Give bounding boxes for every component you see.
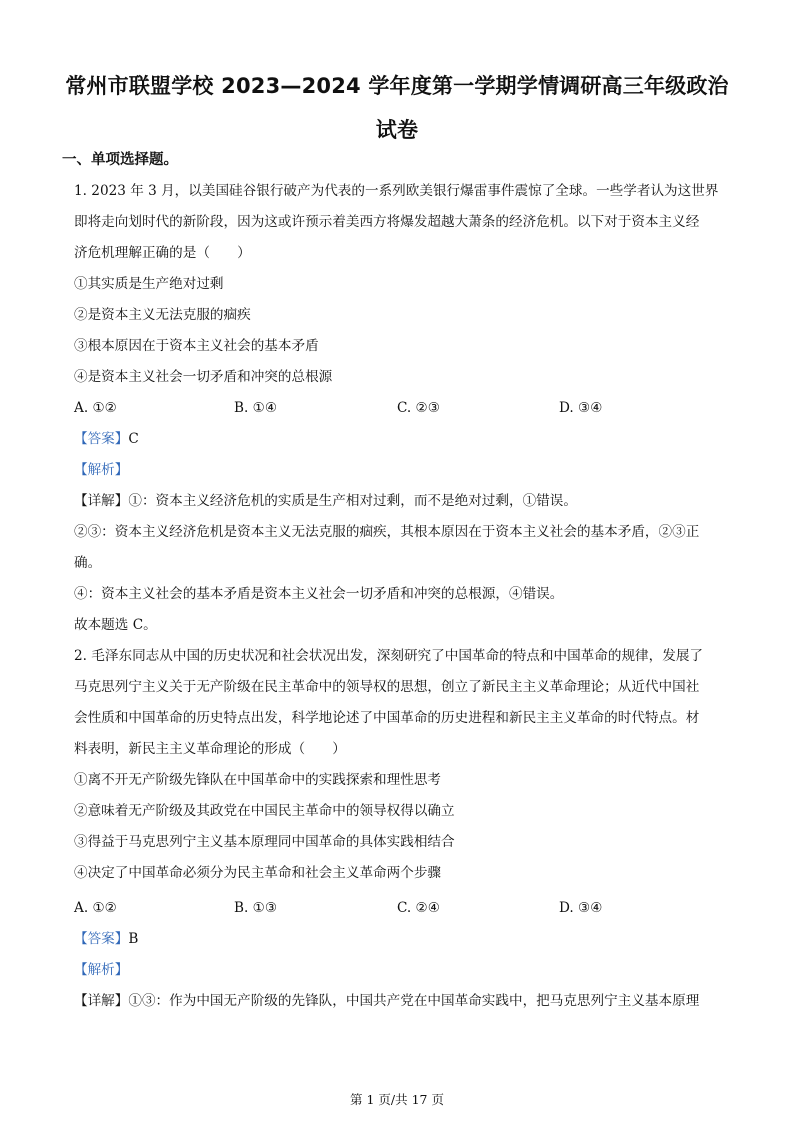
q1-option-b: B. ①④ [234, 400, 278, 416]
q1-detail-line-2: ②③：资本主义经济危机是资本主义无法克服的痼疾，其根本原因在于资本主义社会的基本矛盾，②③正 [74, 524, 700, 540]
q1-answer-tag: 【答案】 [74, 431, 129, 447]
q1-detail-text-1: ①：资本主义经济危机的实质是生产相对过剩，而不是绝对过剩，①错误。 [128, 493, 577, 509]
q2-stem-line-4: 料表明，新民主主义革命理论的形成（ ） [74, 741, 346, 757]
q1-option-d: D. ③④ [559, 400, 603, 416]
q2-option-d: D. ③④ [559, 900, 603, 916]
q1-option-a: A. ①② [74, 400, 117, 416]
q2-detail-tag: 【详解】 [74, 993, 129, 1009]
q1-detail-line-3: 确。 [74, 555, 102, 571]
q1-stem-line-1: 1. 2023 年 3 月，以美国硅谷银行破产为代表的一系列欧美银行爆雷事件震惊了全球。一些学者认为这世界 [74, 183, 719, 199]
q2-stem-line-3: 会性质和中国革命的历史特点出发，科学地论述了中国革命的历史进程和新民主主义革命的时代特点。材 [74, 710, 700, 726]
q1-answer-value: C [128, 431, 139, 447]
section-heading: 一、单项选择题。 [62, 152, 178, 168]
q1-item-1: ①其实质是生产绝对过剩 [74, 276, 224, 292]
q1-item-2: ②是资本主义无法克服的痼疾 [74, 307, 251, 323]
q1-option-c: C. ②③ [397, 400, 440, 416]
q1-detail-line-1 [74, 491, 577, 511]
q1-detail-line-5: 故本题选 C。 [74, 617, 157, 633]
q2-stem-line-1: 2. 毛泽东同志从中国的历史状况和社会状况出发，深刻研究了中国革命的特点和中国革命的规律，发展了 [74, 648, 704, 664]
document-title-line-1: 常州市联盟学校 2023—2024 学年度第一学期学情调研高三年级政治 [65, 74, 729, 98]
q2-detail-text-1: ①③：作为中国无产阶级的先锋队，中国共产党在中国革命实践中，把马克思列宁主义基本原理 [128, 993, 700, 1009]
q1-item-3: ③根本原因在于资本主义社会的基本矛盾 [74, 338, 319, 354]
q2-detail-line-1 [74, 991, 699, 1011]
q2-analysis-tag: 【解析】 [74, 962, 129, 978]
q2-item-1: ①离不开无产阶级先锋队在中国革命中的实践探索和理性思考 [74, 772, 442, 788]
q2-answer-value: B [128, 931, 139, 947]
q2-option-a: A. ①② [74, 900, 117, 916]
q2-item-4: ④决定了中国革命必须分为民主革命和社会主义革命两个步骤 [74, 865, 442, 881]
q1-analysis [74, 460, 128, 480]
q2-answer [74, 929, 138, 949]
q2-analysis [74, 960, 128, 980]
q1-detail-line-4: ④：资本主义社会的基本矛盾是资本主义社会一切矛盾和冲突的总根源，④错误。 [74, 586, 564, 602]
q2-option-b: B. ①③ [234, 900, 278, 916]
q2-answer-tag: 【答案】 [74, 931, 129, 947]
q1-item-4: ④是资本主义社会一切矛盾和冲突的总根源 [74, 369, 333, 385]
q1-stem-line-3: 济危机理解正确的是（ ） [74, 245, 251, 261]
q1-answer [74, 429, 139, 449]
q2-item-3: ③得益于马克思列宁主义基本原理同中国革命的具体实践相结合 [74, 834, 455, 850]
q1-stem-line-2: 即将走向划时代的新阶段，因为这或许预示着美西方将爆发超越大萧条的经济危机。以下对于资本主义经 [74, 214, 700, 230]
document-title-line-2: 试卷 [375, 118, 419, 142]
q2-stem-line-2: 马克思列宁主义关于无产阶级在民主革命中的领导权的思想，创立了新民主主义革命理论；从近代中国社 [74, 679, 700, 695]
q1-detail-tag: 【详解】 [74, 493, 129, 509]
q2-option-c: C. ②④ [397, 900, 440, 916]
q1-analysis-tag: 【解析】 [74, 462, 129, 478]
page-footer: 第 1 页/共 17 页 [350, 1092, 444, 1107]
q2-item-2: ②意味着无产阶级及其政党在中国民主革命中的领导权得以确立 [74, 803, 455, 819]
